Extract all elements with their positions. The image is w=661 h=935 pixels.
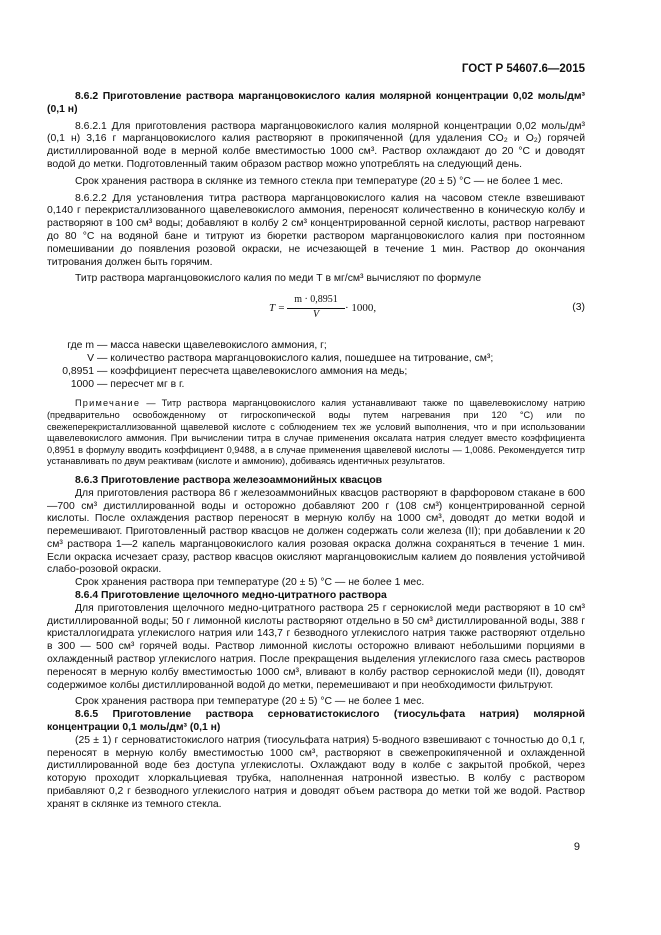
page-number: 9 [573,841,580,853]
paragraph-8-6-5: (25 ± 1) г серноватистокислого натрия (тиосульфата натрия) 5-водного взвешивают с точностью до 0,1 г, переносят в мерную колбу вместимостью 1000 см³, растворяют в свежепрокипяченной и охлажденной дистиллированной воде без доступа углекислоты. Охлаждают воду в колбе с закрытой пробкой, через которую проходит хлоркальциевая трубка, наполненная натронной известью. В колбу с раствором прибавляют 0,2 г безводного углекислого натрия и доводят объем раствора до метки той же водой. Раствор хранят в склянке из темного стекла. [47,734,585,810]
content [47,91,585,812]
paragraph-8-6-2-1: 8.6.2.1 Для приготовления раствора марганцовокислого калия молярной концентрации 0,02 моль/дм³ (0,1 н) 3,16 г марганцовокислого калия растворяют в прокипяченной (для удаления CO₂ и O₂) горячей дистиллированной воде в мерной колбе вместимостью 1000 см³. Раствор охлаждают до 20 °С и доводят водой до метки. Подготовленный таким образом раствор можно употреблять на следующий день. [47,120,585,170]
formula-rest: · 1000, [345,302,377,315]
definition-term: 0,8951 [62,365,94,377]
note-text: — Титр раствора марганцовокислого калия устанавливают также по щавелевокислому натрию (предварительно освобожденному от гигроскопической воды путем нагревания при 120 °С) или по свежеперекристаллизованной щавелевой кислоте с соблюдением тех же условий выполнения, что и при использовании щавелевокислого аммония. При вычислении титра в случае применения оксалата натрия следует вместо коэффициента 0,8951 в формулу вводить коэффициент 0,9488, а в случае применения щавелевой кислоты — 1,0086. Рекомендуется титр устанавливать по двум реактивам (кислоте и аммонию), добиваясь идентичных результатов. [47,398,585,467]
section-heading-8-6-4: 8.6.4 Приготовление щелочного медно-цитратного раствора [75,590,387,602]
paragraph-8-6-4: Для приготовления щелочного медно-цитратного раствора 25 г сернокислой меди растворяют в 10 см³ дистиллированной воды; 50 г лимонной кислоты растворяют отдельно в 50 см³ дистиллированной воды, 388 г кристаллогидрата углекислого натрия или 143,7 г безводного углекислого натрия также растворяют отдельно в 300 — 500 см³ горячей воды. Раствор лимонной кислоты осторожно вливают небольшими порциями в охлажденный раствор углекислого натрия. После прекращения выделения углекислого газа смесь растворов переносят в мерную колбу вместимостью 1000 см³, вливают в колбу раствор сернокислой меди (II), доводят содержимое колбы дистиллированной водой до метки, перемешивают и при необходимости фильтруют. [47,602,585,691]
note-label: Примечание [75,398,141,409]
paragraph-storage: Срок хранения раствора при температуре (20 ± 5) °С — не более 1 мес. [75,577,425,589]
paragraph-storage: Срок хранения раствора в склянке из темного стекла при температуре (20 ± 5) °С — не более 1 мес. [75,175,564,187]
standard-header: ГОСТ Р 54607.6—2015 [461,63,585,75]
variable-definitions [47,340,585,391]
definition-term: V [87,352,94,364]
formula-numerator: m · 0,8951 [287,294,345,309]
formula-denominator: V [312,308,320,320]
definition-text: — количество раствора марганцовокислого калия, пошедшее на титрование, см³; [97,352,494,364]
formula-lhs: T = [269,302,286,315]
note [47,398,585,468]
definition-text: — коэффициент пересчета щавелевокислого аммония на медь; [97,365,408,377]
formula-fraction [287,294,345,322]
section-heading-8-6-3: 8.6.3 Приготовление раствора железоаммонийных квасцов [75,474,383,486]
section-heading-8-6-2: 8.6.2 Приготовление раствора марганцовокислого калия молярной концентрации 0,02 моль/дм³ (0,1 н) [47,91,585,115]
definition-term: 1000 [70,378,94,390]
definition-text: — пересчет мг в г. [97,378,185,390]
section-heading-8-6-5: 8.6.5 Приготовление раствора серноватистокислого (тиосульфата натрия) молярной концентрации 0,1 моль/дм³ (0,1 н) [47,709,585,734]
formula-3 [47,292,585,332]
paragraph-formula-intro: Титр раствора марганцовокислого калия по меди Т в мг/см³ вычисляют по формуле [75,273,482,285]
definition-text: — масса навески щавелевокислого аммония, г; [97,340,327,352]
paragraph-storage: Срок хранения раствора при температуре (20 ± 5) °С — не более 1 мес. [75,696,425,708]
paragraph-8-6-2-2: 8.6.2.2 Для установления титра раствора марганцовокислого калия на часовом стекле взвешивают 0,140 г перекристаллизованного щавелевокислого аммония, переносят количественно в коническую колбу и растворяют в 100 см³ воды; добавляют в колбу 2 см³ концентрированной серной кислоты, раствор нагревают до 80 °С на водяной бане и титруют из бюретки раствором марганцовокислого калия при постоянном помешивании до появления розовой окраски, не исчезающей в течение 1 мин. Раствор до окончания титрования должен быть горячим. [47,192,585,268]
formula-number: (3) [572,302,585,314]
paragraph-8-6-3: Для приготовления раствора 86 г железоаммонийных квасцов растворяют в фарфоровом стакане в 600—700 см³ дистиллированной воды и осторожно добавляют 200 г (108 см³) концентрированной серной кислоты. После охлаждения раствор переносят в мерную колбу на 1000 см³, доводят до метки водой и перемешивают. Приготовленный раствор квасцов не должен содержать соли железа (II); при добавлении к 20 см³ раствора 1—2 капель марганцовокислого калия розовая окраска должна сохраняться в течение 1 мин. Если окраска исчезает сразу, раствор квасцов окисляют марганцовокислым калием до появления устойчивой слабо-розовой окраски. [47,487,585,576]
definition-term: где m [67,340,94,352]
